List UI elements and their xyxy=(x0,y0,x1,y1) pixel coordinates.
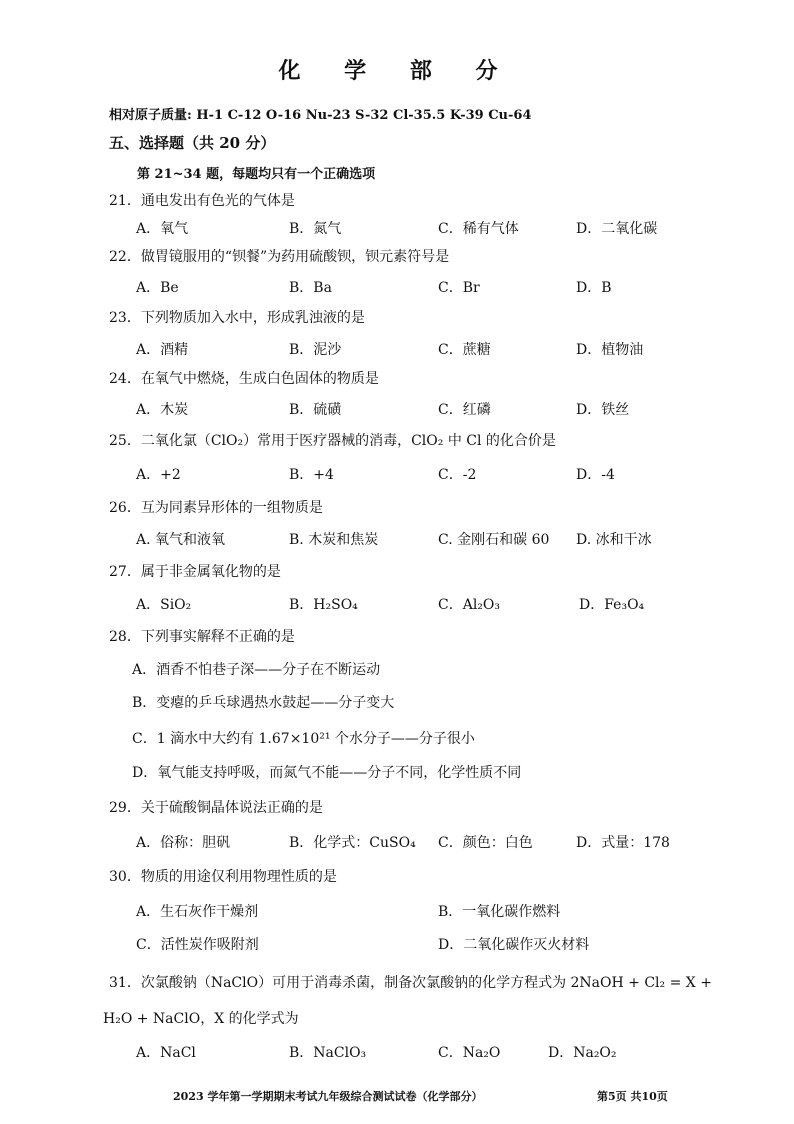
option: A．酒香不怕巷子深——分子在不断运动 xyxy=(132,662,381,678)
option: C．Br xyxy=(438,280,480,296)
option: B．Ba xyxy=(289,280,332,296)
option: D．Na₂O₂ xyxy=(548,1045,617,1061)
option: D．氧气能支持呼吸，而氮气不能——分子不同，化学性质不同 xyxy=(132,765,522,781)
option: D．B xyxy=(576,280,612,296)
option: A．氧气 xyxy=(136,221,189,237)
option: A．生石灰作干燥剂 xyxy=(136,904,259,920)
option: C．稀有气体 xyxy=(438,221,519,237)
option: A．酒精 xyxy=(136,342,189,358)
footer-page-number: 第5页 共10页 xyxy=(597,1090,668,1103)
option: B．变瘪的乒乓球遇热水鼓起——分子变大 xyxy=(132,695,395,711)
question-stem: 31．次氯酸钠（NaClO）可用于消毒杀菌，制备次氯酸钠的化学方程式为 2NaOH + Cl₂ = X + xyxy=(109,975,712,991)
question-stem-continued: H₂O + NaClO，X 的化学式为 xyxy=(103,1011,299,1027)
option: A．木炭 xyxy=(136,402,189,418)
option: C．活性炭作吸附剂 xyxy=(136,937,259,953)
page-title: 化 学 部 分 xyxy=(278,58,516,84)
option: B. 木炭和焦炭 xyxy=(289,532,379,548)
option: D．二氧化碳作灭火材料 xyxy=(438,937,590,953)
option: A. 氧气和液氧 xyxy=(136,532,226,548)
question-stem: 21．通电发出有色光的气体是 xyxy=(109,193,295,209)
option: B．一氧化碳作燃料 xyxy=(438,904,561,920)
option: C．1 滴水中大约有 1.67×10²¹ 个水分子——分子很小 xyxy=(132,731,475,747)
option: C．红磷 xyxy=(438,402,491,418)
atomic-mass-line: 相对原子质量: H-1 C-12 O-16 Nu-23 S-32 Cl-35.5 K-39 Cu-64 xyxy=(109,108,532,123)
option: A．Be xyxy=(136,280,179,296)
question-stem: 26．互为同素异形体的一组物质是 xyxy=(109,500,323,516)
question-stem: 29．关于硫酸铜晶体说法正确的是 xyxy=(109,800,323,816)
question-stem: 25．二氧化氯（ClO₂）常用于医疗器械的消毒，ClO₂ 中 Cl 的化合价是 xyxy=(109,433,556,449)
option: A．NaCl xyxy=(136,1045,196,1061)
option: D．二氧化碳 xyxy=(576,221,658,237)
section-heading: 五、选择题（共 20 分） xyxy=(109,134,276,152)
option: D．植物油 xyxy=(576,342,644,358)
question-stem: 30．物质的用途仅利用物理性质的是 xyxy=(109,869,337,885)
option: B．NaClO₃ xyxy=(289,1045,367,1061)
option: D．式量：178 xyxy=(576,835,670,851)
question-stem: 22．做胃镜服用的“钡餐”为药用硫酸钡，钡元素符号是 xyxy=(109,249,450,265)
option: D. 冰和干冰 xyxy=(576,532,652,548)
option: D．-4 xyxy=(576,467,615,483)
option: C．Al₂O₃ xyxy=(438,597,501,613)
footer-exam-title: 2023 学年第一学期期末考试九年级综合测试试卷（化学部分） xyxy=(173,1090,483,1103)
option: B．+4 xyxy=(289,467,334,483)
option: C. 金刚石和碳 60 xyxy=(438,532,550,548)
question-stem: 27．属于非金属氧化物的是 xyxy=(109,564,281,580)
option: C．-2 xyxy=(438,467,477,483)
option: A．SiO₂ xyxy=(136,597,192,613)
option: D．Fe₃O₄ xyxy=(579,597,645,613)
option: B．化学式：CuSO₄ xyxy=(289,835,416,851)
option: B．泥沙 xyxy=(289,342,342,358)
option: C．颜色：白色 xyxy=(438,835,533,851)
question-stem: 23．下列物质加入水中，形成乳浊液的是 xyxy=(109,310,365,326)
option: C．Na₂O xyxy=(438,1045,501,1061)
question-stem: 28．下列事实解释不正确的是 xyxy=(109,629,295,645)
option: B．H₂SO₄ xyxy=(289,597,358,613)
option: D．铁丝 xyxy=(576,402,630,418)
question-stem: 24．在氧气中燃烧，生成白色固体的物质是 xyxy=(109,371,379,387)
option: C．蔗糖 xyxy=(438,342,491,358)
option: A．+2 xyxy=(136,467,181,483)
option: A．俗称：胆矾 xyxy=(136,835,231,851)
option: B．氮气 xyxy=(289,221,342,237)
instruction: 第 21~34 题，每题均只有一个正确选项 xyxy=(137,167,376,182)
option: B．硫磺 xyxy=(289,402,342,418)
